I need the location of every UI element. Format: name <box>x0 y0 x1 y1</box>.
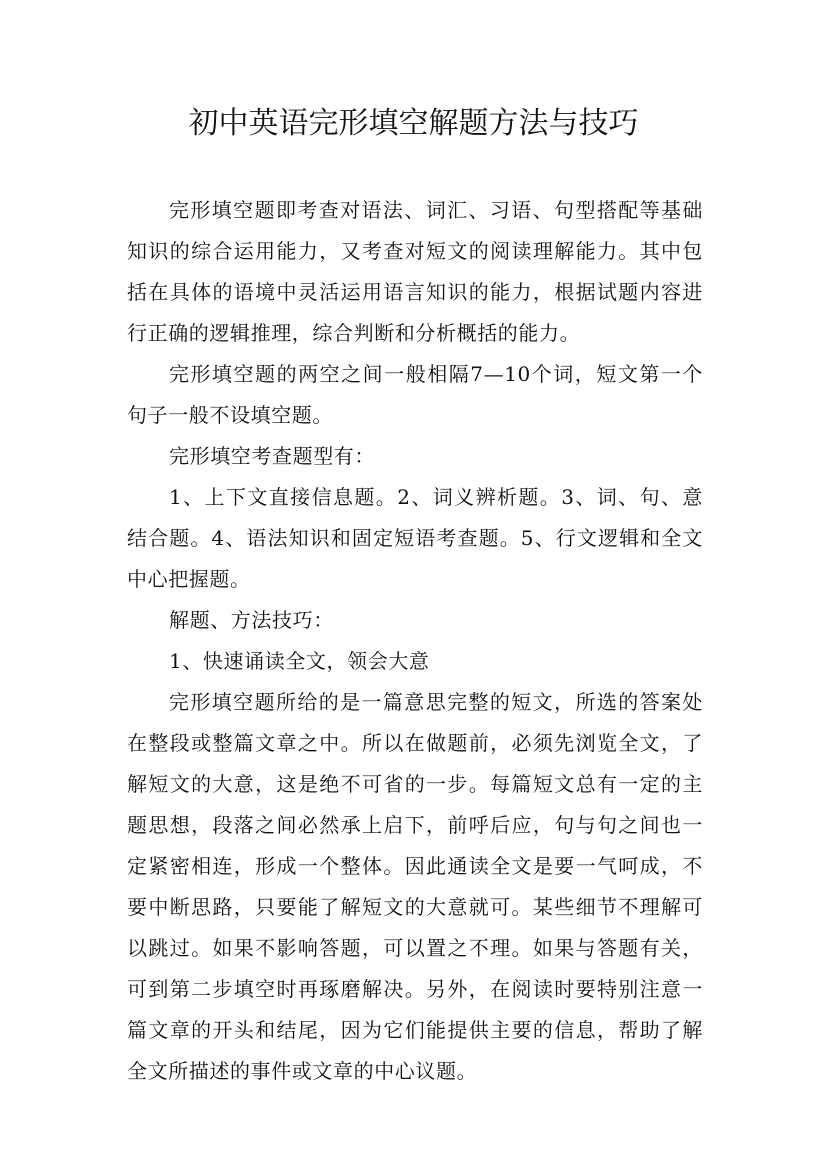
paragraph-method-1-heading: 1、快速诵读全文，领会大意 <box>169 649 430 673</box>
paragraph-methods-heading: 解题、方法技巧： <box>169 608 334 632</box>
paragraph-spacing: 完形填空题的两空之间一般相隔7—10个词，短文第一个句子一般不设填空题。 <box>127 362 703 427</box>
paragraph-method-1-body: 完形填空题所给的是一篇意思完整的短文，所选的答案处在整段或整篇文章之中。所以在做题前，必须先浏览全文，了解短文的大意，这是绝不可省的一步。每篇短文总有一定的主题思想，段落之间必然承上启下，前呼后应，句与句之间也一定紧密相连，形成一个整体。因此通读全文是要一气呵成，不要中断思路，只要能了解短文的大意就可。某些细节不理解可以跳过。如果不影响答题，可以置之不理。如果与答题有关，可到第二步填空时再琢磨解决。另外，在阅读时要特别注意一篇文章的开头和结尾，因为它们能提供主要的信息，帮助了解全文所描述的事件或文章的中心议题。 <box>127 690 703 1083</box>
paragraph-question-types-heading: 完形填空考查题型有： <box>169 444 375 468</box>
paragraph-intro: 完形填空题即考查对语法、词汇、习语、句型搭配等基础知识的综合运用能力，又考查对短文的阅读理解能力。其中包括在具体的语境中灵活运用语言知识的能力，根据试题内容进行正确的逻辑推理，综合判断和分析概括的能力。 <box>127 198 703 345</box>
document-body <box>127 190 703 1092</box>
document-title: 初中英语完形填空解题方法与技巧 <box>188 106 639 141</box>
paragraph-question-types-list: 1、上下文直接信息题。2、词义辨析题。3、词、句、意结合题。4、语法知识和固定短语考查题。5、行文逻辑和全文中心把握题。 <box>127 485 703 591</box>
